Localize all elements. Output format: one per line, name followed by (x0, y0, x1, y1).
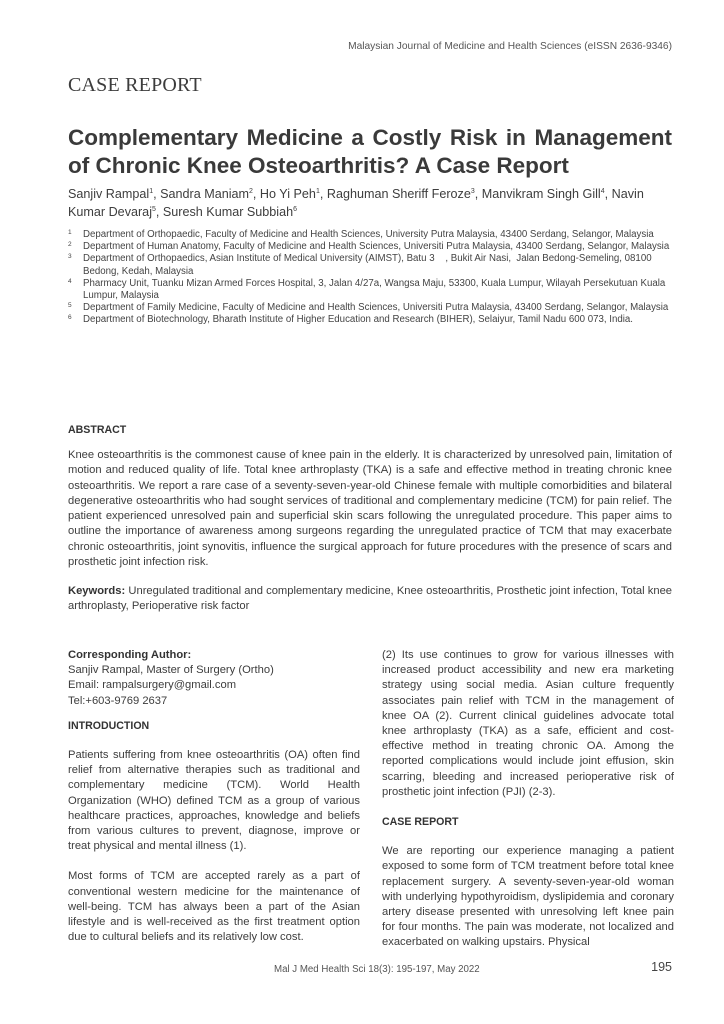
page-number: 195 (651, 960, 672, 974)
author-list (68, 186, 674, 221)
affiliation-list (68, 229, 672, 327)
corresponding-author-name: Sanjiv Rampal, Master of Surgery (Ortho) (68, 664, 274, 677)
article-title: Complementary Medicine a Costly Risk in Management of Chronic Knee Osteoarthritis? A Case Report (68, 125, 672, 178)
affiliation: 3 Department of Orthopaedics, Asian Institute of Medical University (AIMST), Batu 3 , Bukit Air Nasi, Jalan Bedong-Semeling, 08100 Bedong, Kedah, Malaysia (68, 253, 652, 277)
keywords (68, 584, 672, 615)
author: Manvikram Singh Gill$^4$, (481, 187, 612, 201)
affiliation: 6 Department of Biotechnology, Bharath Institute of Higher Education and Research (BIHER), Selaiyur, Tamil Nadu 600 073, India. (68, 314, 633, 326)
case-report-paragraph: We are reporting our experience managing a patient exposed to some form of TCM treatment before total knee replacement surgery. A seventy-seven-year-old woman with underlying hypothyroidism, dyslipidemia and coronary artery disease presented with unresolving left knee pain for four months. The pain was moderate, not localized and exacerbated on walking upstairs. Physical (382, 845, 674, 949)
affiliation: 1 Department of Orthopaedic, Faculty of Medicine and Health Sciences, University Putra Malaysia, 43400 Serdang, Selangor, Malaysia (68, 229, 654, 240)
article-type: CASE REPORT (68, 74, 202, 96)
footer-citation: Mal J Med Health Sci 18(3): 195-197, May 2022 (274, 964, 480, 975)
author: Sandra Maniam$^2$, (160, 187, 260, 201)
author: Ho Yi Peh$^1$, (259, 187, 327, 201)
left-column (68, 648, 360, 945)
affiliation: 5 Department of Family Medicine, Faculty of Medicine and Health Sciences, Universiti Putra Malaysia, 43400 Serdang, Selangor, Malaysia (68, 302, 669, 314)
corresponding-author-email[interactable]: Email: rampalsurgery@gmail.com (68, 679, 237, 692)
affiliation: 2 Department of Human Anatomy, Faculty of Medicine and Health Sciences, Universiti Putra Malaysia, 43400 Serdang, Selangor, Malaysia (68, 241, 670, 253)
author: Raghuman Sheriff Feroze$^3$, (326, 187, 482, 201)
journal-header: Malaysian Journal of Medicine and Health Sciences (eISSN 2636-9346) (348, 41, 672, 52)
corresponding-author-tel: Tel:+603-9769 2637 (68, 694, 168, 707)
author: Suresh Kumar Subbiah$^6$ (162, 204, 298, 219)
corresponding-author (68, 648, 360, 709)
keywords-text: Unregulated traditional and complementary medicine, Knee osteoarthritis, Prosthetic joint infection, Total knee arthroplasty, Perioperative risk factor (68, 585, 673, 613)
case-report-heading: CASE REPORT (382, 816, 459, 829)
introduction-paragraph: Patients suffering from knee osteoarthritis (OA) often find relief from alternative therapies such as traditional and complementary medicine (TCM). World Health Organization (WHO) defined TCM as a group of various healthcare practices, approaches, knowledge and beliefs from various cultures to prevent, diagnose, improve or treat physical and mental illness (1). (68, 749, 360, 853)
author: Sanjiv Rampal$^1$, (68, 187, 161, 201)
right-column (382, 648, 674, 951)
corresponding-author-label: Corresponding Author: (68, 649, 192, 661)
introduction-heading: INTRODUCTION (68, 719, 150, 732)
introduction-paragraph: Most forms of TCM are accepted rarely as a part of conventional western medicine for the maintenance of well-being. TCM has always been a part of the Asian lifestyle and is well-received as the first treatment option due to cultural beliefs and its relatively low cost. (68, 870, 360, 944)
affiliation: 4 Pharmacy Unit, Tuanku Mizan Armed Forces Hospital, 3, Jalan 4/27a, Wangsa Maju, 53300, Kuala Lumpur, Wilayah Persekutuan Kuala Lumpur, Malaysia (68, 277, 666, 302)
introduction-paragraph: (2) Its use continues to grow for various illnesses with increased product accessibility and new era marketing strategy using social media. Asian culture frequently associates pain relief with TCM in the management of knee OA (2). Current clinical guidelines advocate total knee arthroplasty (TKA) as a safe, efficient and cost-effective method in treating chronic OA. Among the reported complications would include joint effusion, skin scarring, bleeding and increased perioperative risk of prosthetic joint infection (PJI) (2-3). (382, 649, 674, 798)
author: Navin Kumar Devaraj$^5$, (68, 187, 644, 219)
keywords-label: Keywords: (68, 585, 126, 597)
abstract-heading: ABSTRACT (68, 424, 127, 436)
abstract-text: Knee osteoarthritis is the commonest cause of knee pain in the elderly. It is characterized by unresolved pain, limitation of motion and reduced quality of life. Total knee arthroplasty (TKA) is a safe and effective method in treating chronic knee osteoarthritis. We report a rare case of a seventy-seven-year-old Chinese female with multiple comorbidities and bilateral degenerative osteoarthritis who had sought services of traditional and complementary medicine (TCM) for pain relief. The patient experienced unresolved pain and superficial skin scars following the unregulated procedure. This paper aims to outline the importance of awareness among surgeons regarding the unregulated practice of TCM that may exacerbate chronic osteoarthritis, joint synovitis, influence the surgical approach for future procedures with the presence of scars and prosthetic joint infection risk. (68, 449, 672, 569)
